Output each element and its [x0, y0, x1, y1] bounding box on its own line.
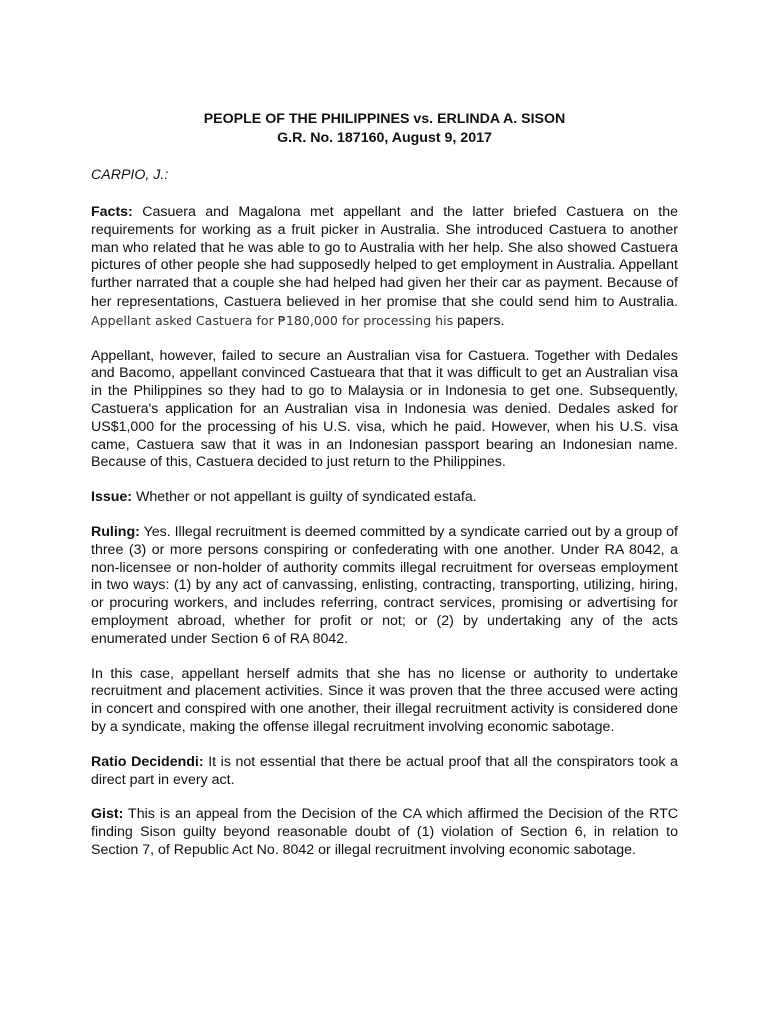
- gist-text: This is an appeal from the Decision of the CA which affirmed the Decision of the RTC finding Sison guilty beyond reasonable doubt of (1) violation of Section 6, in relation to Section 7, of Republic Act No. 8042 or illegal recruitment involving economic sabotage.: [91, 806, 678, 858]
- issue-paragraph: [91, 489, 678, 507]
- ratio-paragraph: [91, 754, 678, 790]
- ratio-label: Ratio Decidendi:: [91, 753, 204, 770]
- ruling-paragraph: [91, 524, 678, 649]
- case-title: [91, 110, 678, 148]
- facts-label: Facts:: [91, 204, 133, 220]
- ponente: CARPIO, J.:: [91, 167, 169, 183]
- facts-text-end: papers.: [453, 312, 505, 329]
- ratio-text: It is not essential that there be actual proof that all the conspirators took a direct part in every act.: [91, 753, 678, 788]
- facts-paragraph-2: Appellant, however, failed to secure an Australian visa for Castuera. Together with Dedales and Bacomo, appellant convinced Castueara that that it was difficult to get an Australian visa in the Philippines so they had to go to Malaysia or in Indonesia to get one. Subsequently, Castuera's application for an Australian visa in Indonesia was denied. Dedales asked for US$1,000 for the processing of his U.S. visa, which he paid. However, when his U.S. visa came, Castuera saw that it was in an Indonesian passport bearing an Indonesian name. Because of this, Castuera decided to just return to the Philippines.: [91, 347, 678, 471]
- ruling-text: Yes. Illegal recruitment is deemed committed by a syndicate carried out by a group of three (3) or more persons conspiring or confederating with one another. Under RA 8042, a non-licensee or non-holder of authority commits illegal recruitment for overseas employment in two ways: (1) by any act of canvassing, enlisting, contracting, transporting, utilizing, hiring, or procuring workers, and includes referring, contract services, promising or advertising for employment abroad, whether for profit or not; or (2) by undertaking any of the acts enumerated under Section 6 of RA 8042.: [91, 523, 678, 647]
- case-title-citation: G.R. No. 187160, August 9, 2017: [277, 130, 492, 146]
- ruling-paragraph-2: In this case, appellant herself admits that she has no license or authority to undertake recruitment and placement activities. Since it was proven that the three accused were acting in concert and conspired with one another, their illegal recruitment activity is considered done by a syndicate, making the offense illegal recruitment involving economic sabotage.: [91, 665, 678, 735]
- gist-paragraph: [91, 806, 678, 859]
- facts-paragraph: [91, 204, 678, 331]
- case-title-parties: PEOPLE OF THE PHILIPPINES vs. ERLINDA A. SISON: [203, 111, 566, 127]
- issue-text: Whether or not appellant is guilty of syndicated estafa.: [132, 489, 477, 506]
- gist-label: Gist:: [91, 806, 124, 823]
- ruling-label: Ruling:: [91, 523, 140, 540]
- issue-label: Issue:: [91, 489, 133, 506]
- facts-text-light: . Appellant asked Castuera for ₱180,000 for processing his: [91, 293, 678, 328]
- facts-text: Casuera and Magalona met appellant and the latter briefed Castuera on the requirements for working as a fruit picker in Australia. She introduced Castuera to another man who related that he was able to go to Australia with her help. She also showed Castuera pictures of other people she had supposedly helped to get employment in Australia. Appellant further narrated that a couple she had helped had given her their car as payment. Because of her representations, Castuera believed in her promise that she could send him to Australia: [91, 204, 678, 310]
